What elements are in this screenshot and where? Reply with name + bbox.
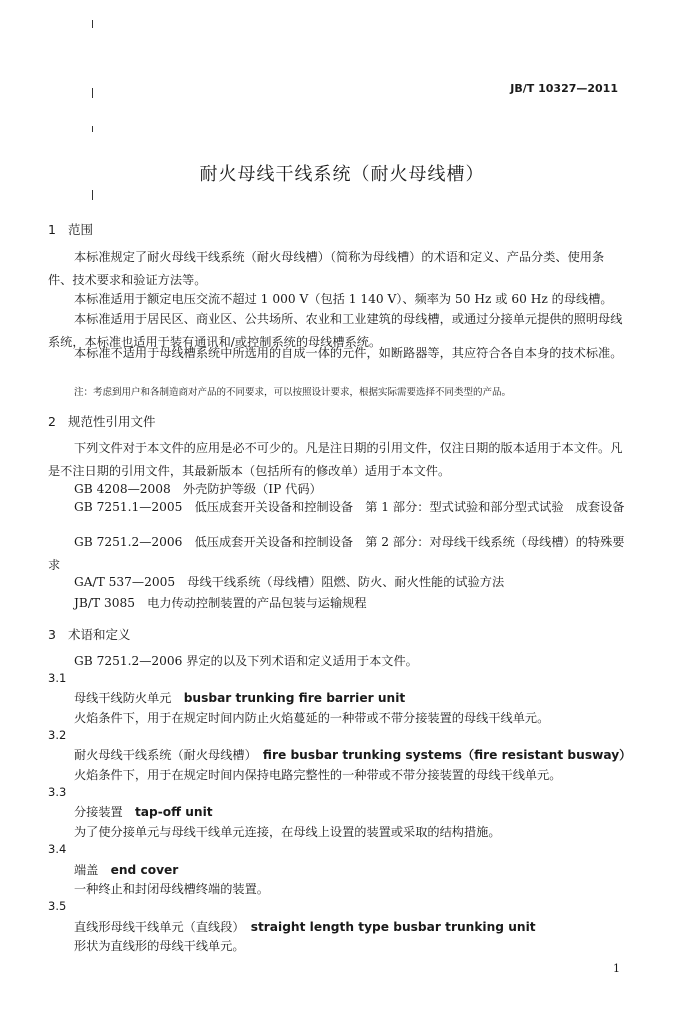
section-number: 3 xyxy=(48,627,56,642)
scan-speck xyxy=(92,190,93,200)
term-number: 3.2 xyxy=(48,728,67,742)
scope-paragraph-1: 本标准规定了耐火母线干线系统（耐火母线槽）（简称为母线槽）的术语和定义、产品分类、使用条件、技术要求和验证方法等。 xyxy=(48,250,605,287)
document-title: 耐火母线干线系统（耐火母线槽） xyxy=(199,164,485,185)
reference-item: GB 7251.1—2005 低压成套开关设备和控制设备 第 1 部分：型式试验和部分型式试验 成套设备 xyxy=(74,500,625,514)
term-zh: 耐火母线干线系统（耐火母线槽） xyxy=(74,748,251,762)
section-2-heading xyxy=(48,412,156,430)
section-number: 1 xyxy=(48,222,56,237)
scope-paragraph-2: 本标准适用于额定电压交流不超过 1 000 V（包括 1 140 V）、频率为 50 Hz 或 60 Hz 的母线槽。 xyxy=(74,292,613,306)
term-definition: 火焰条件下，用于在规定时间内保持电路完整性的一种带或不带分接装置的母线干线单元。 xyxy=(74,768,562,782)
term-zh: 端盖 xyxy=(74,863,99,877)
term-title xyxy=(74,803,213,820)
section-heading-text: 术语和定义 xyxy=(68,627,131,642)
term-en: tap-off unit xyxy=(134,805,213,819)
scan-speck xyxy=(92,88,93,98)
term-zh: 母线干线防火单元 xyxy=(74,691,172,705)
term-title xyxy=(74,918,536,935)
term-title xyxy=(74,861,178,878)
term-number: 3.3 xyxy=(48,785,67,799)
term-number: 3.1 xyxy=(48,671,67,685)
term-definition: 火焰条件下，用于在规定时间内防止火焰蔓延的一种带或不带分接装置的母线干线单元。 xyxy=(74,711,550,725)
section-1-heading xyxy=(48,220,93,238)
section-heading-text: 范围 xyxy=(68,222,94,237)
terms-intro: GB 7251.2—2006 界定的以及下列术语和定义适用于本文件。 xyxy=(74,654,418,668)
term-definition: 一种终止和封闭母线槽终端的装置。 xyxy=(74,882,269,896)
term-definition: 形状为直线形的母线干线单元。 xyxy=(74,939,245,953)
section-3-heading xyxy=(48,625,131,643)
term-definition: 为了使分接单元与母线干线单元连接，在母线上设置的装置或采取的结构措施。 xyxy=(74,825,501,839)
standard-number: JB/T 10327—2011 xyxy=(510,82,618,95)
term-en: straight length type busbar trunking unit xyxy=(250,920,536,934)
term-en: end cover xyxy=(110,863,179,877)
term-zh: 直线形母线干线单元（直线段） xyxy=(74,920,239,934)
term-number: 3.5 xyxy=(48,899,67,913)
section-number: 2 xyxy=(48,414,56,429)
scope-paragraph-4: 本标准不适用于母线槽系统中所选用的自成一体的元件，如断路器等，其应符合各自本身的技术标准。 xyxy=(74,346,623,360)
term-title xyxy=(74,746,631,763)
reference-item: GB 4208—2008 外壳防护等级（IP 代码） xyxy=(74,482,322,496)
term-title xyxy=(74,689,405,706)
term-en: busbar trunking fire barrier unit xyxy=(183,691,406,705)
scope-note: 注：考虑到用户和各制造商对产品的不同要求，可以按照设计要求，根据实际需要选择不同类型的产品。 xyxy=(74,387,512,398)
scan-speck xyxy=(92,126,93,132)
term-zh: 分接装置 xyxy=(74,805,123,819)
reference-item: JB/T 3085 电力传动控制装置的产品包装与运输规程 xyxy=(74,596,367,610)
reference-item: GA/T 537—2005 母线干线系统（母线槽）阻燃、防火、耐火性能的试验方法 xyxy=(74,575,505,589)
scan-speck xyxy=(92,20,93,28)
page-number: 1 xyxy=(613,962,620,975)
term-en: fire busbar trunking systems（fire resistant busway） xyxy=(262,748,632,762)
references-intro: 下列文件对于本文件的应用是必不可少的。凡是注日期的引用文件，仅注日期的版本适用于本文件。凡是不注日期的引用文件，其最新版本（包括所有的修改单）适用于本文件。 xyxy=(48,441,623,478)
reference-item: GB 7251.2—2006 低压成套开关设备和控制设备 第 2 部分：对母线干线系统（母线槽）的特殊要求 xyxy=(48,535,625,572)
scope-paragraph-3: 本标准适用于居民区、商业区、公共场所、农业和工业建筑的母线槽，或通过分接单元提供的照明母线系统，本标准也适用于装有通讯和/或控制系统的母线槽系统。 xyxy=(48,312,623,349)
term-number: 3.4 xyxy=(48,842,67,856)
section-heading-text: 规范性引用文件 xyxy=(68,414,156,429)
